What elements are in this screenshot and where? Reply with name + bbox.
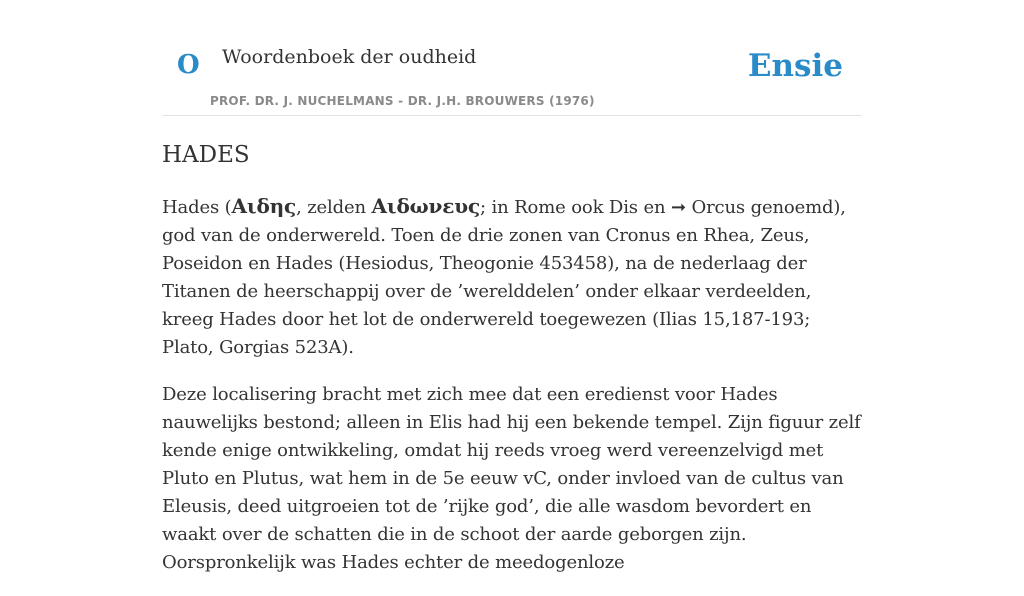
header (162, 0, 862, 116)
book-title-link[interactable]: Woordenboek der oudheid (222, 46, 477, 68)
book-authors: PROF. DR. J. NUCHELMANS - DR. J.H. BROUWERS (1976) (210, 94, 595, 108)
greek-name-1: Αιδης (231, 193, 297, 218)
paragraph-2: Deze localisering bracht met zich mee dat een eredienst voor Hades nauwelijks bestond; alleen in Elis had hij een bekende tempel. Zijn figuur zelf kende enige ontwikkeling, omdat hij reeds vroeg werd vereenzelvigd met Pluto en Plutus, wat hem in de 5e eeuw vC, onder invloed van de cultus van Eleusis, deed uitgroeien tot de ’rijke god’, die alle wasdom bevordert en waakt over de schatten die in de schoot der aarde geborgen zijn. Oorspronkelijk was Hades echter de meedogenloze (162, 383, 861, 573)
orcus-cross-reference-link[interactable] (671, 197, 745, 218)
orcus-link-label: Orcus (685, 196, 746, 218)
greek-name-2: Αιδωνευς (371, 193, 481, 218)
p1-text-2: , zelden (296, 196, 372, 218)
p1-text-4: genoemd), god van de onderwereld. Toen de drie zonen van Cronus en Rhea, Zeus, Poseidon en Hades (Hesiodus, Theogonie 453458), na de nederlaag der Titanen de heerschappij over de ’werelddelen’ onder elkaar verdeelden, kreeg Hades door het lot de onderwereld toegewezen (Ilias 15,187-193; Plato, Gorgias 523A). (162, 196, 846, 358)
letter-index-link[interactable]: O (177, 50, 200, 80)
ensie-logo-link[interactable]: Ensie (747, 48, 843, 84)
paragraph-1 (162, 192, 862, 362)
entry-title: HADES (162, 142, 250, 168)
page (162, 0, 862, 596)
arrow-right-icon: ➞ (670, 196, 686, 218)
p1-text-1: Hades ( (162, 196, 232, 218)
p1-text-3: ; in Rome ook Dis en (480, 196, 671, 218)
entry-content (162, 192, 862, 577)
